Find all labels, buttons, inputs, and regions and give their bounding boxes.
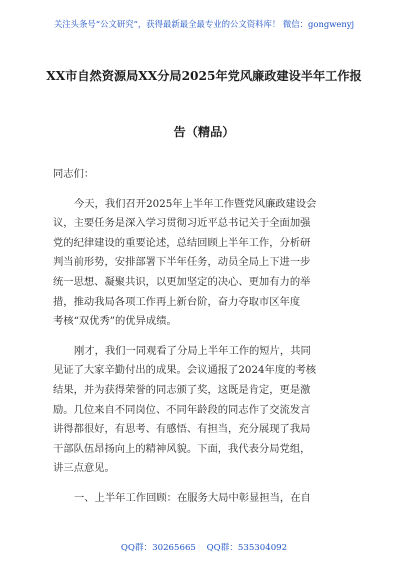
paragraph-gap bbox=[53, 332, 355, 342]
paragraph-line: 励。几位来自不同岗位、不同年龄段的同志作了交流发言 bbox=[53, 403, 311, 416]
paragraph-gap bbox=[53, 479, 355, 489]
document-body bbox=[53, 165, 355, 509]
paragraph-3 bbox=[53, 489, 355, 509]
footer-contacts bbox=[0, 541, 408, 553]
paragraph-line: 结果，并为获得荣誉的同志颁了奖，这既是肯定，更是激 bbox=[53, 383, 311, 396]
footer-qq-group-2: QQ群：535304092 bbox=[206, 543, 288, 553]
paragraph-line: 刚才，我们一同观看了分局上半年工作的短片，共同 bbox=[74, 344, 311, 357]
paragraph-line: 干部队伍昂扬向上的精神风貌。下面，我代表分局党组， bbox=[53, 442, 311, 455]
paragraph-line: 见证了大家辛勤付出的成果。会议通报了2024年度的考核 bbox=[53, 364, 317, 377]
paragraph-line: 议，主要任务是深入学习贯彻习近平总书记关于全面加强 bbox=[53, 217, 311, 230]
paragraph-line: 考核“双优秀”的优异成绩。 bbox=[53, 315, 177, 328]
paragraph-line: 一、上半年工作回顾：在服务大局中彰显担当，在自 bbox=[74, 491, 311, 504]
salutation: 同志们： bbox=[53, 168, 95, 180]
footer-qq-group-1: QQ群：30265665 bbox=[120, 543, 196, 553]
paragraph-line: 今天，我们召开2025年上半年工作暨党风廉政建设会 bbox=[74, 197, 317, 210]
paragraph-1 bbox=[53, 195, 355, 332]
paragraph-line: 措，推动我局各项工作再上新台阶，奋力夺取市区年度 bbox=[53, 295, 301, 308]
document-title-line-1: XX市自然资源局XX分局2025年党风廉政建设半年工作报 bbox=[46, 69, 362, 83]
paragraph-2 bbox=[53, 342, 355, 479]
paragraph-line: 判当前形势，安排部署下半年任务，动员全局上下进一步 bbox=[53, 256, 311, 269]
header-banner: 关注头条号“公文研究”，获得最新最全最专业的公文资料库！ 微信：gongwenyj bbox=[53, 19, 355, 29]
paragraph-gap bbox=[53, 185, 355, 195]
paragraph-line: 党的纪律建设的重要论述，总结回顾上半年工作，分析研 bbox=[53, 236, 311, 249]
paragraph-line: 讲三点意见。 bbox=[53, 462, 115, 475]
paragraph-line: 统一思想、凝聚共识，以更加坚定的决心、更加有力的举 bbox=[53, 275, 311, 288]
document-title-line-2: 告（精品） bbox=[173, 125, 235, 139]
paragraph-line: 讲得都很好，有思考、有感悟、有担当，充分展现了我局 bbox=[53, 423, 311, 436]
